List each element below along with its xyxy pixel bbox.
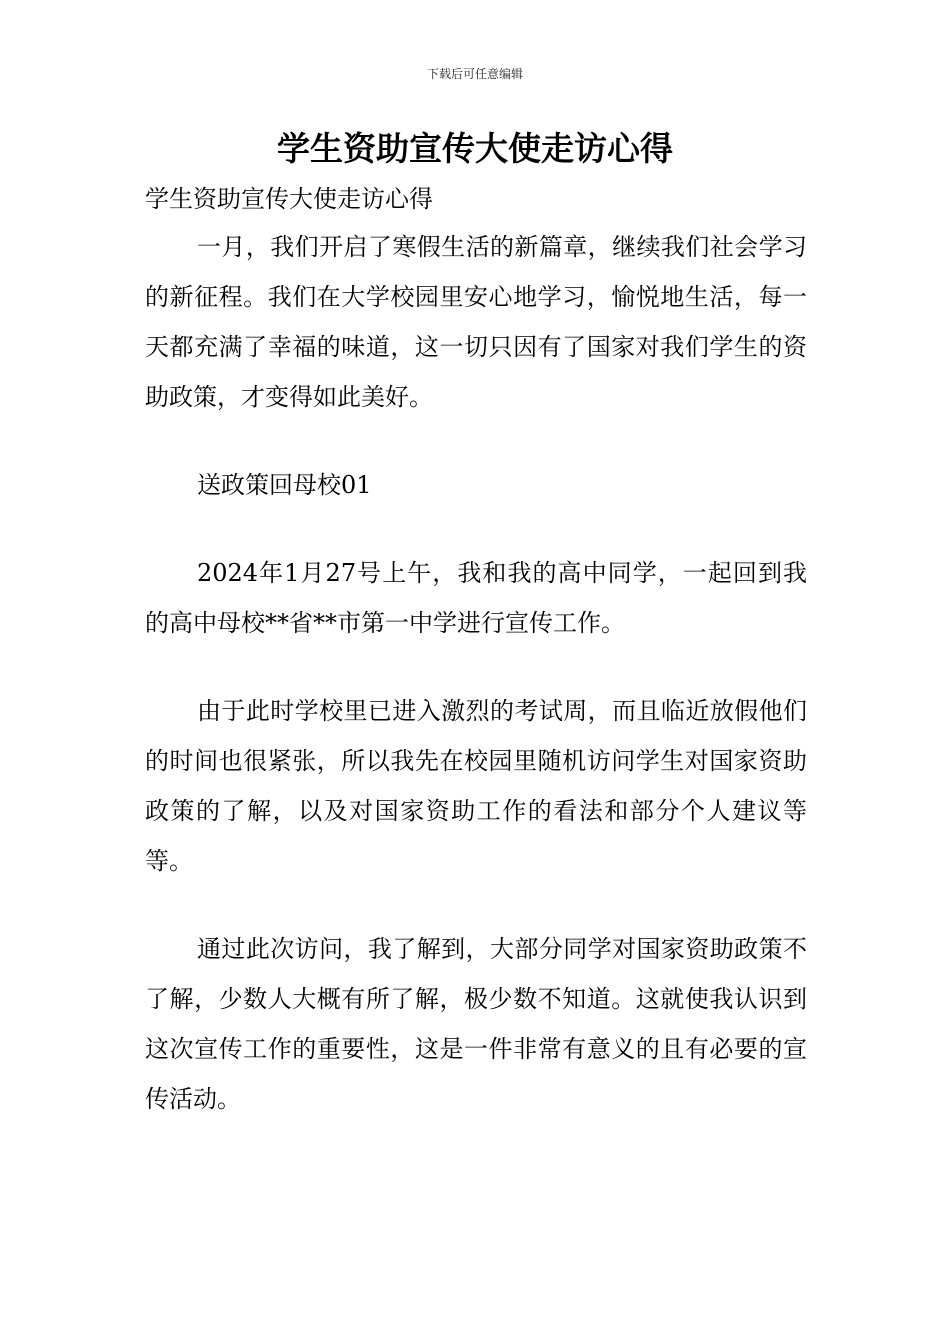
paragraph-visit: 2024年1月27号上午，我和我的高中同学，一起回到我的高中母校**省**市第一中学进行宣传工作。 xyxy=(145,559,807,637)
document-body xyxy=(145,180,807,1124)
document-title: 学生资助宣传大使走访心得 xyxy=(277,129,673,168)
paragraph-conclusion: 通过此次访问，我了解到，大部分同学对国家资助政策不了解，少数人大概有所了解，极少数不知道。这就使我认识到这次宣传工作的重要性，这是一件非常有意义的且有必要的宣传活动。 xyxy=(145,935,807,1113)
header-note: 下载后可任意编辑 xyxy=(426,67,523,81)
paragraph-intro: 一月，我们开启了寒假生活的新篇章，继续我们社会学习的新征程。我们在大学校园里安心地学习，愉悦地生活，每一天都充满了幸福的味道，这一切只因有了国家对我们学生的资助政策，才变得如此美好。 xyxy=(145,233,807,411)
document-subtitle: 学生资助宣传大使走访心得 xyxy=(145,185,433,213)
paragraph-survey: 由于此时学校里已进入激烈的考试周，而且临近放假他们的时间也很紧张，所以我先在校园里随机访问学生对国家资助政策的了解，以及对国家资助工作的看法和部分个人建议等等。 xyxy=(145,697,807,875)
section-heading: 送政策回母校01 xyxy=(197,471,372,499)
